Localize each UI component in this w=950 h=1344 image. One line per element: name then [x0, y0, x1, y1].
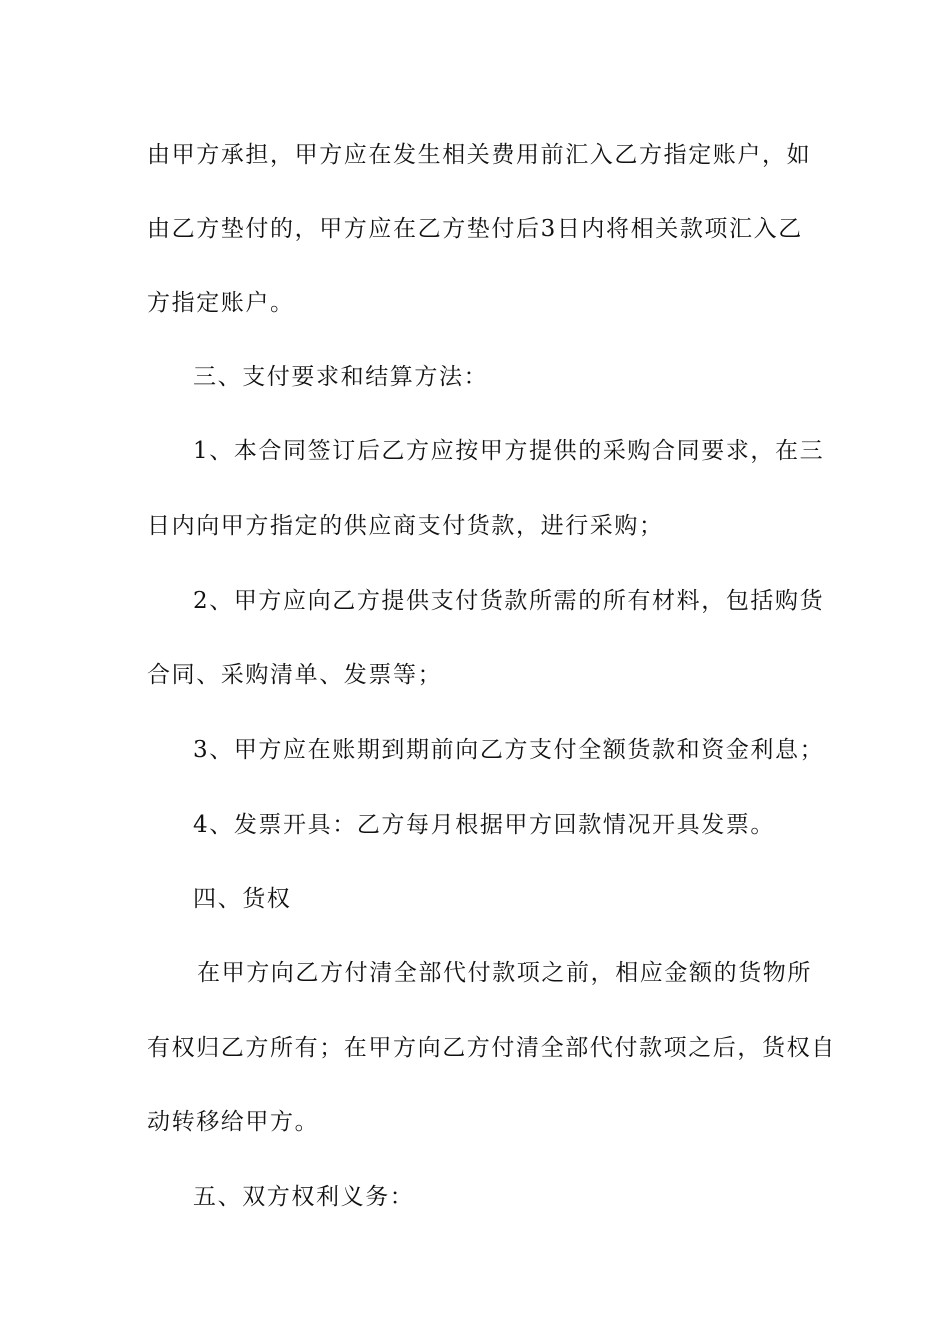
paragraph-line: 由乙方垫付的，甲方应在乙方垫付后3日内将相关款项汇入乙	[147, 216, 803, 242]
paragraph-line: 动转移给甲方。	[147, 1109, 320, 1135]
paragraph-line: 方指定账户。	[147, 290, 295, 316]
paragraph-line: 合同、采购清单、发票等；	[147, 662, 443, 688]
section-heading: 三、支付要求和结算方法：	[193, 364, 489, 390]
paragraph-line: 日内向甲方指定的供应商支付货款，进行采购；	[147, 513, 664, 539]
paragraph-line: 3、甲方应在账期到期前向乙方支付全额货款和资金利息；	[193, 737, 825, 763]
paragraph-line: 在甲方向乙方付清全部代付款项之前，相应金额的货物所	[197, 960, 812, 986]
paragraph-line: 由甲方承担，甲方应在发生相关费用前汇入乙方指定账户，如	[147, 142, 812, 168]
paragraph-line: 有权归乙方所有；在甲方向乙方付清全部代付款项之后，货权自	[147, 1035, 836, 1061]
section-heading: 五、双方权利义务：	[193, 1184, 415, 1210]
paragraph-line: 1、本合同签订后乙方应按甲方提供的采购合同要求，在三	[193, 438, 825, 464]
paragraph-line: 4、发票开具：乙方每月根据甲方回款情况开具发票。	[193, 812, 776, 838]
paragraph-line: 2、甲方应向乙方提供支付货款所需的所有材料，包括购货	[193, 588, 825, 614]
section-heading: 四、货权	[193, 886, 292, 912]
